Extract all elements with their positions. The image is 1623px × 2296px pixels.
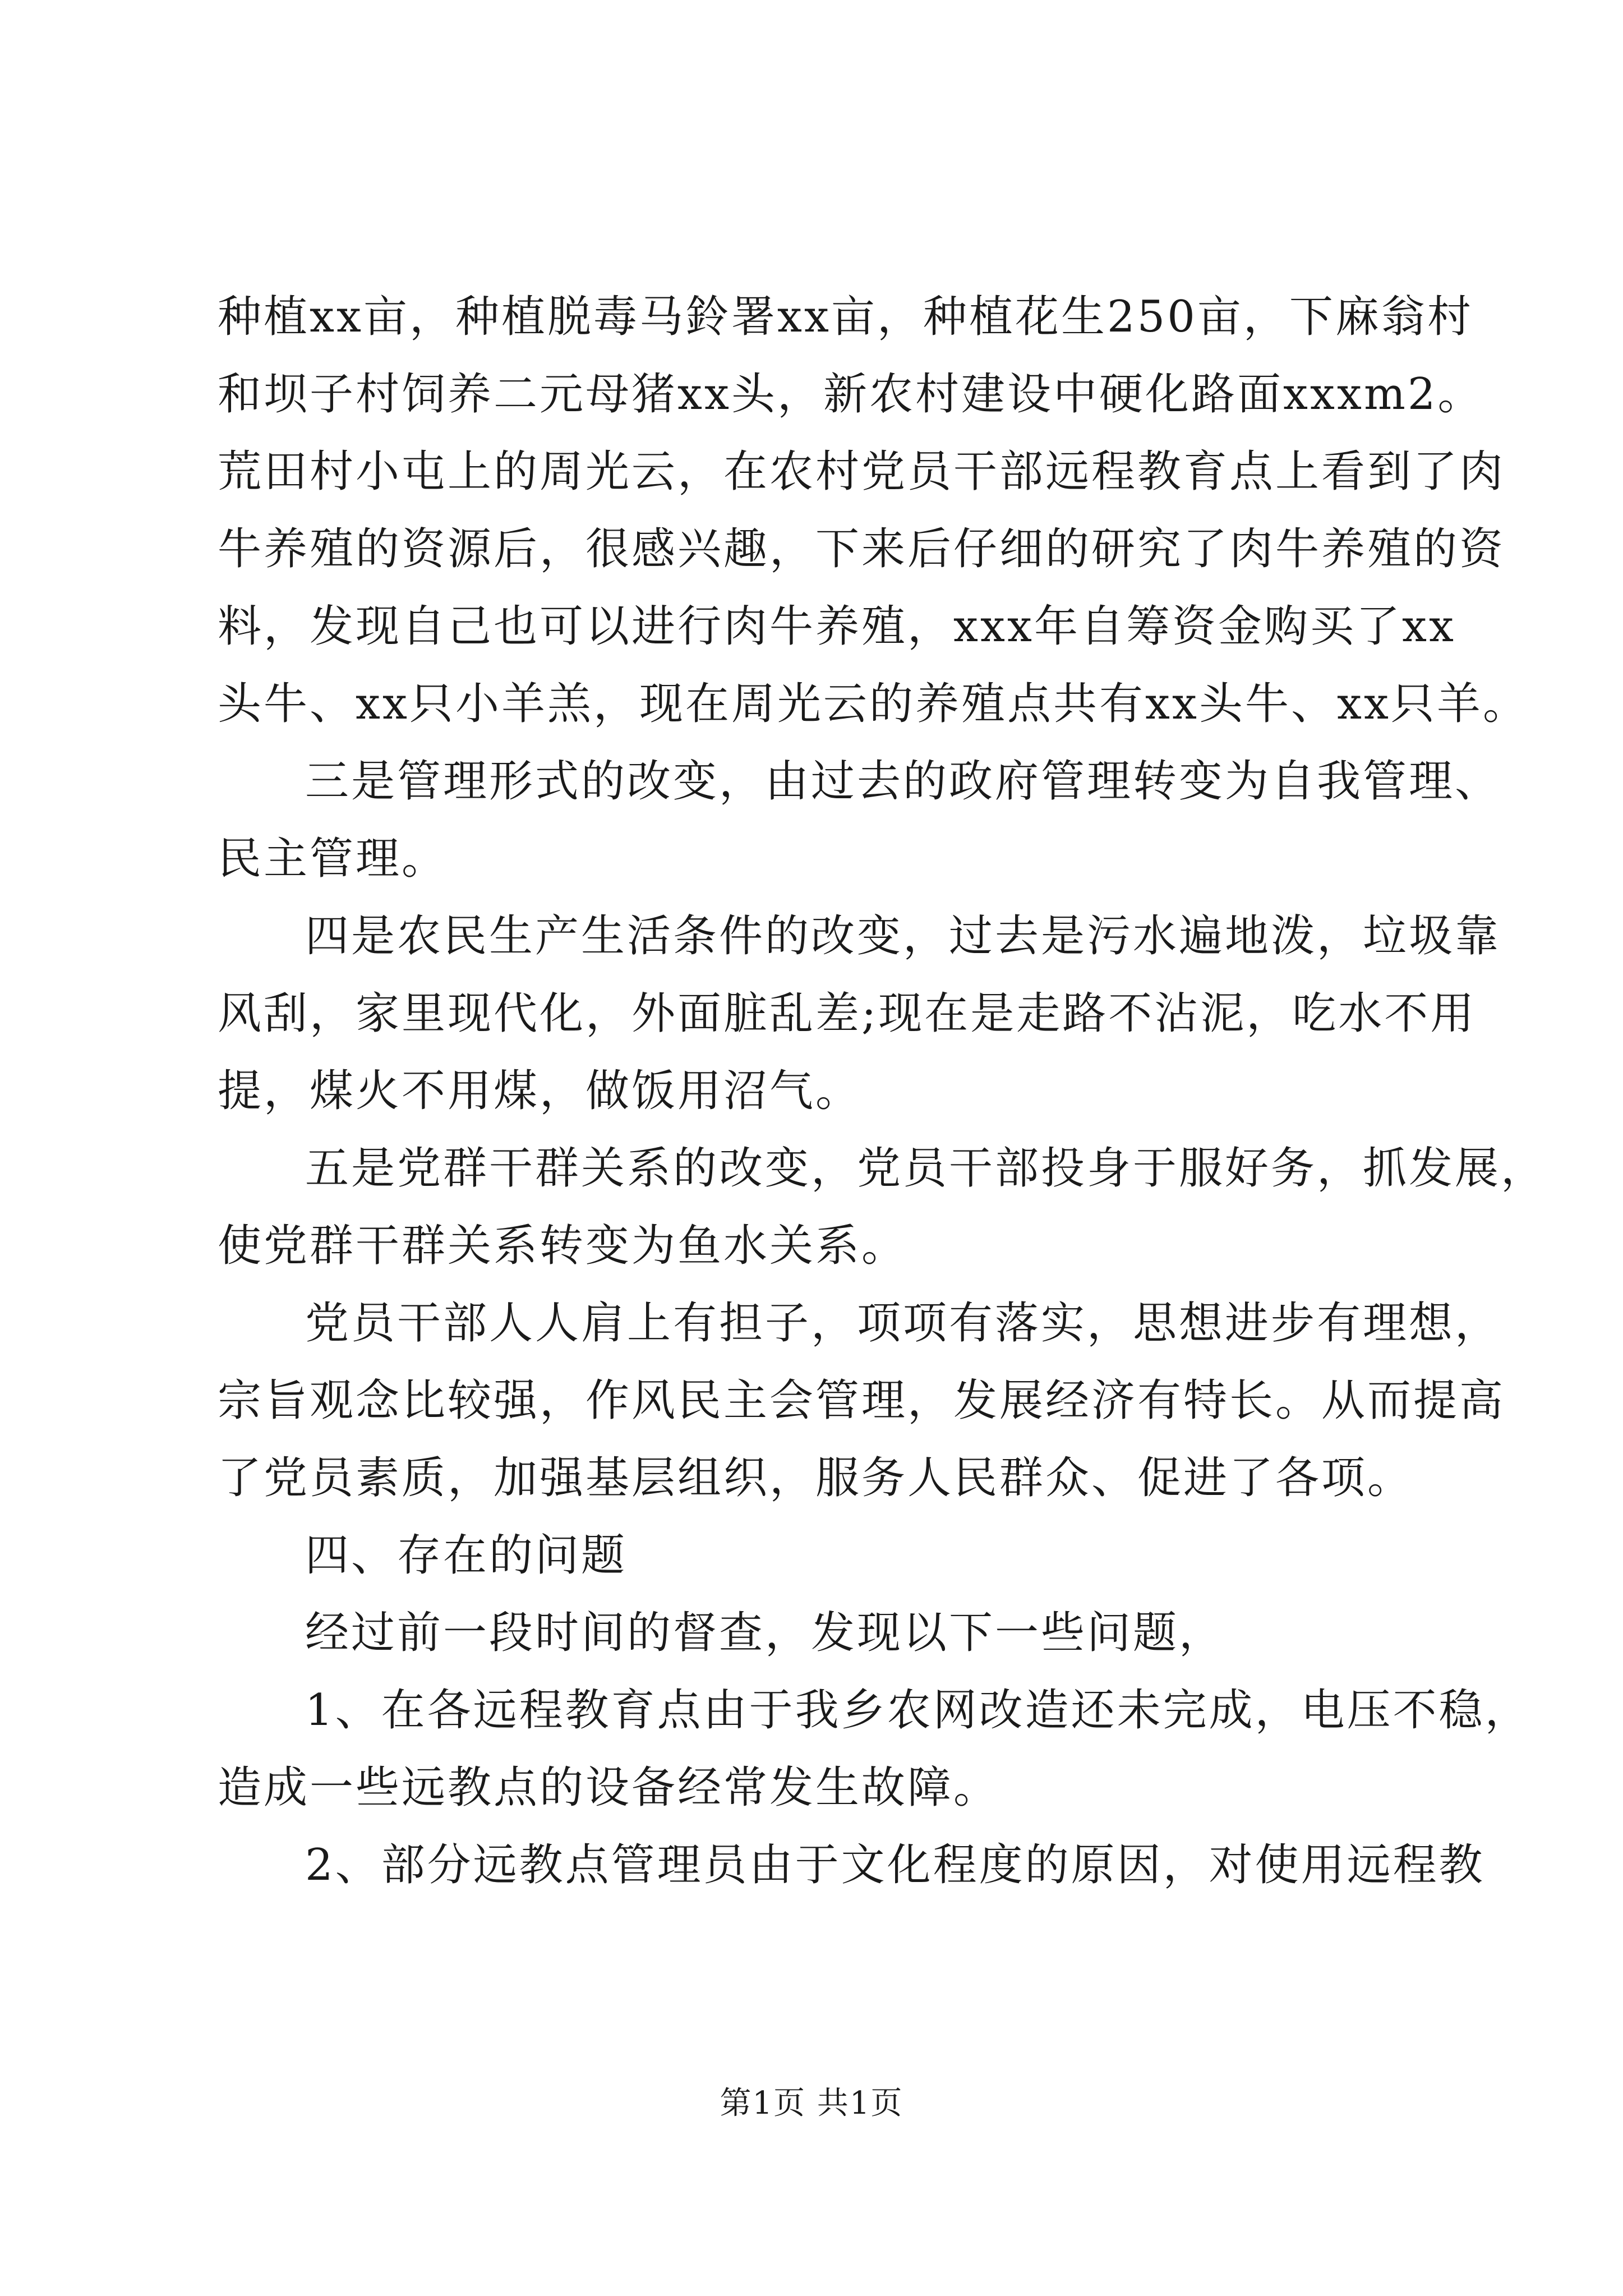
section-heading: 四、存在的问题 <box>305 1530 628 1581</box>
paragraph-first-line: 经过前一段时间的督查，发现以下一些问题， <box>305 1608 1225 1658</box>
page-footer <box>0 2084 1623 2123</box>
paragraph-first-line: 1、在各远程教育点由于我乡农网改造还未完成，电压不稳， <box>305 1685 1531 1736</box>
text-line: 了党员素质，加强基层组织，服务人民群众、促进了各项。 <box>218 1453 1414 1503</box>
text-line: 和坝子村饲养二元母猪xx头，新农村建设中硬化路面xxxm2。 <box>218 369 1484 420</box>
text-line: 料，发现自己也可以进行肉牛养殖，xxx年自筹资金购买了xx <box>218 601 1456 652</box>
paragraph-first-line: 党员干部人人肩上有担子，项项有落实，思想进步有理想， <box>305 1298 1501 1349</box>
paragraph-first-line: 五是党群干群关系的改变，党员干部投身于服好务，抓发展， <box>305 1143 1547 1194</box>
paragraph-first-line: 2、部分远教点管理员由于文化程度的原因，对使用远程教 <box>305 1840 1485 1890</box>
page-number-label: 第1页 共1页 <box>720 2085 903 2122</box>
paragraph-first-line: 四是农民生产生活条件的改变，过去是污水遍地泼，垃圾靠 <box>305 911 1501 961</box>
text-line: 宗旨观念比较强，作风民主会管理，发展经济有特长。从而提高 <box>218 1375 1506 1426</box>
text-line: 提，煤火不用煤，做饭用沼气。 <box>218 1066 862 1116</box>
text-line: 牛养殖的资源后，很感兴趣，下来后仔细的研究了肉牛养殖的资 <box>218 524 1506 574</box>
text-line: 荒田村小屯上的周光云，在农村党员干部远程教育点上看到了肉 <box>218 447 1506 497</box>
paragraph-first-line: 三是管理形式的改变，由过去的政府管理转变为自我管理、 <box>305 756 1501 807</box>
text-line: 种植xx亩，种植脱毒马鈴署xx亩，种植花生250亩，下麻翁村 <box>218 292 1473 342</box>
text-line: 造成一些远教点的设备经常发生故障。 <box>218 1763 1000 1813</box>
text-line: 头牛、xx只小羊羔，现在周光云的养殖点共有xx头牛、xx只羊。 <box>218 679 1529 729</box>
text-line: 使党群干群关系转变为鱼水关系。 <box>218 1221 908 1271</box>
text-line: 民主管理。 <box>218 834 448 884</box>
text-line: 风刮，家里现代化，外面脏乱差;现在是走路不沾泥，吃水不用 <box>218 988 1477 1039</box>
